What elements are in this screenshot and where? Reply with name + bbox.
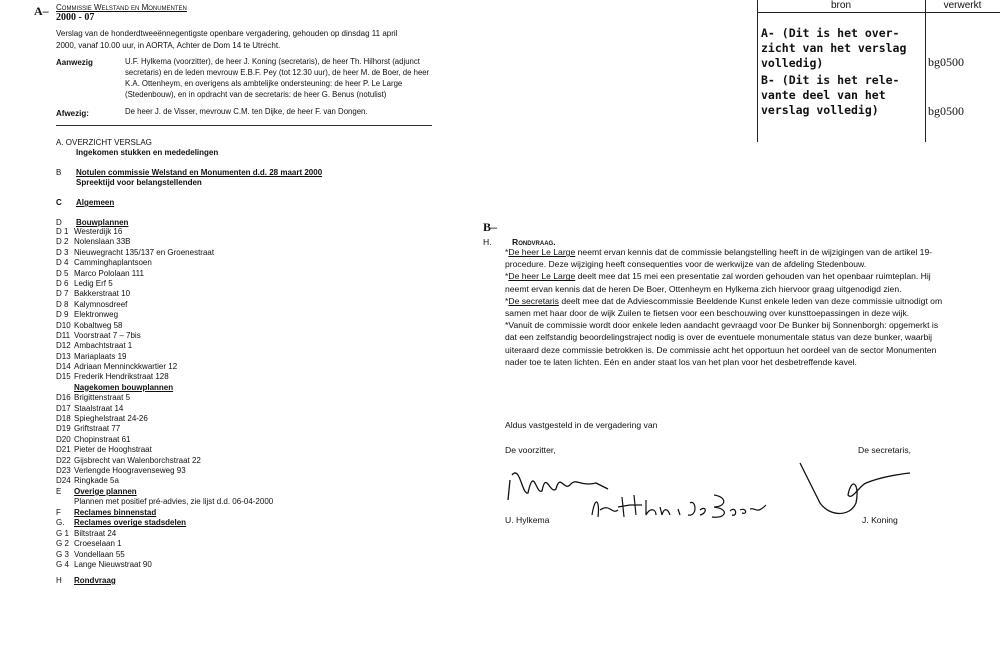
section-b-code: B xyxy=(56,168,62,177)
rondvraag-body xyxy=(505,246,943,368)
present-label: Aanwezig xyxy=(56,58,93,67)
table-cell-bron: A- (Dit is het over- zicht van het verslag volledig) xyxy=(761,26,907,70)
section-h: H Rondvraag xyxy=(56,576,116,585)
section-a: A. OVERZICHT VERSLAG xyxy=(56,138,152,147)
absent-label: Afwezig: xyxy=(56,109,89,118)
list-item: D 8 Kalymnosdreef xyxy=(56,299,128,309)
secretary-label: De secretaris, xyxy=(858,445,912,455)
section-c: Algemeen xyxy=(76,198,115,207)
d-list xyxy=(56,227,273,508)
list-item: D11 Voorstraat 7 – 7bis xyxy=(56,330,141,340)
list-item: D24 Ringkade 5a xyxy=(56,476,119,486)
list-item: D 5 Marco Pololaan 111 xyxy=(56,268,144,278)
marker-b: B– xyxy=(483,220,498,234)
list-item: D13 Mariaplaats 19 xyxy=(56,351,127,361)
section-f: F Reclames binnenstad xyxy=(56,508,157,517)
intro-text: Verslag van de honderdtweeënnegentigste openbare vergadering, gehouden op dinsdag 11 april 2000, vanaf 10.00 uur, in AORTA, Achter de Dom 14 te Utrecht. xyxy=(56,29,398,50)
list-item: G 1 Biltstraat 24 xyxy=(56,528,117,538)
list-item: D15 Frederik Hendrikstraat 128 xyxy=(56,372,169,382)
list-item: D 9 Elektronweg xyxy=(56,310,119,320)
list-item: D23 Verlengde Hoogravenseweg 93 xyxy=(56,465,186,475)
list-item: G 4 Lange Nieuwstraat 90 xyxy=(56,559,152,569)
h-code: H. xyxy=(483,237,492,247)
signatures xyxy=(500,455,940,535)
absent-text: De heer J. de Visser, mevrouw C.M. ten Dijke, de heer F. van Dongen. xyxy=(125,107,368,116)
list-item: D21 Pieter de Hooghstraat xyxy=(56,445,152,455)
list-item: D22 Gijsbrecht van Walenborchstraat 22 xyxy=(56,455,201,465)
secretary-signature xyxy=(800,463,910,514)
list-item: D12 Ambachtstraat 1 xyxy=(56,341,133,351)
header-verwerkt: verwerkt xyxy=(943,0,982,11)
table-line xyxy=(925,0,926,142)
paragraph: *Vanuit de commissie wordt door enkele leden aandacht gevraagd voor De Bunker bij Sonnenborgh: opgemerkt is dat een zelfstandig beoordelingstraject nodig is over de eventuele monumentale status van deze bunker, waarbij uiteraard deze commissie betrokken is. De commissie acht het opportuun het oordeel van de sector Monumenten nader toe te laten lichten. Eén en ander staat los van het plan voor het desbetreffende kavel. xyxy=(505,320,939,367)
section-c-code: C xyxy=(56,198,62,207)
list-item: D 6 Ledig Erf 5 xyxy=(56,278,113,288)
list-item: D 4 Camminghaplantsoen xyxy=(56,258,152,268)
secretary-name: J. Koning xyxy=(862,515,898,525)
list-item: D20 Chopinstraat 61 xyxy=(56,434,131,444)
list-item: D14 Adriaan Menninckkwartier 12 xyxy=(56,362,178,372)
divider xyxy=(56,125,432,126)
report-number: 2000 - 07 xyxy=(56,12,95,23)
section-b-sub: Spreektijd voor belangstellenden xyxy=(76,178,202,187)
section-g: G. Reclames overige stadsdelen xyxy=(56,518,187,528)
marker-a: A– xyxy=(34,4,49,18)
section-a-sub: Ingekomen stukken en mededelingen xyxy=(76,148,219,157)
list-item: G 3 Vondellaan 55 xyxy=(56,549,125,559)
list-item: D19 Griftstraat 77 xyxy=(56,424,121,434)
present-text: U.F. Hylkema (voorzitter), de heer J. Koning (secretaris), de heer Th. Hilhorst (adjunct secretaris) en de leden mevrouw E.B.F. Pey (tot 12.30 uur), de heer M. de Boer, de heer K.A. Ottenheym, en overigens als ambtelijke ondersteuning: de heer P. Le Large (Stedenbouw), en in opdracht van de secretaris: de heer G. Benus (notulist) xyxy=(125,57,430,99)
chair-label: De voorzitter, xyxy=(505,445,556,455)
table-header-line xyxy=(757,12,1000,13)
header-bron: bron xyxy=(830,0,851,11)
list-item: D17 Staalstraat 14 xyxy=(56,403,124,413)
paragraph: *De secretaris deelt mee dat de Adviescommissie Beeldende Kunst enkele leden van deze commissie uitnodigt om samen met haar door de wijk Zuilen te fietsen voor een beschouwing over kunsttoepassingen in deze wijk. xyxy=(505,295,943,319)
org-name: Commissie Welstand en Monumenten xyxy=(56,3,187,12)
section-e: E Overige plannen xyxy=(56,486,137,496)
source-table xyxy=(757,0,1000,142)
list-item: D 7 Bakkerstraat 10 xyxy=(56,289,131,299)
list-item: D 1 Westerdijk 16 xyxy=(56,227,123,236)
table-cell-bron: B- (Dit is het rele- vante deel van het verslag volledig) xyxy=(761,73,900,117)
table-line xyxy=(757,0,758,142)
list-item: G 2 Croeselaan 1 xyxy=(56,539,122,549)
list-item: D 3 Nieuwegracht 135/137 en Groenestraat xyxy=(56,247,215,257)
paragraph: *De heer Le Large deelt mee dat 15 mei een presentatie zal worden gehouden van het openbaar ruimteplan. Hij neemt ervan kennis dat de heren De Boer, Ottenheym en Hylkema zich hiervoor graag uitgenodigd zien. xyxy=(505,271,931,294)
g-list xyxy=(56,508,186,570)
list-item: D16 Brigittenstraat 5 xyxy=(56,393,131,403)
chair-signature xyxy=(508,473,608,500)
late-heading: Nagekomen bouwplannen xyxy=(74,382,174,392)
h-title: Rondvraag. xyxy=(512,237,556,247)
list-item: D 2 Nolenslaan 33B xyxy=(56,237,131,247)
section-b: Notulen commissie Welstand en Monumenten d.d. 28 maart 2000 xyxy=(76,168,323,177)
section-e-sub: Plannen met positief pré-advies, zie lijst d.d. 06-04-2000 xyxy=(74,497,274,507)
paragraph: *De heer Le Large neemt ervan kennis dat de commissie belangstelling heeft in de wijzigingen van de artikel 19- procedure. Deze wijziging heeft consequenties voor de werkwijze van de afdeling Stedenbouw. xyxy=(505,247,933,270)
closing-text: Aldus vastgesteld in de vergadering van xyxy=(505,420,658,430)
list-item: D10 Kobaltweg 58 xyxy=(56,320,123,330)
section-d: Bouwplannen xyxy=(76,218,129,227)
handwritten-signature xyxy=(592,495,766,517)
chair-name: U. Hylkema xyxy=(505,515,550,525)
section-d-code: D xyxy=(56,218,62,227)
table-cell-verwerkt: bg0500 xyxy=(928,55,964,69)
table-cell-verwerkt: bg0500 xyxy=(928,104,964,118)
list-item: D18 Spieghelstraat 24-26 xyxy=(56,414,148,424)
